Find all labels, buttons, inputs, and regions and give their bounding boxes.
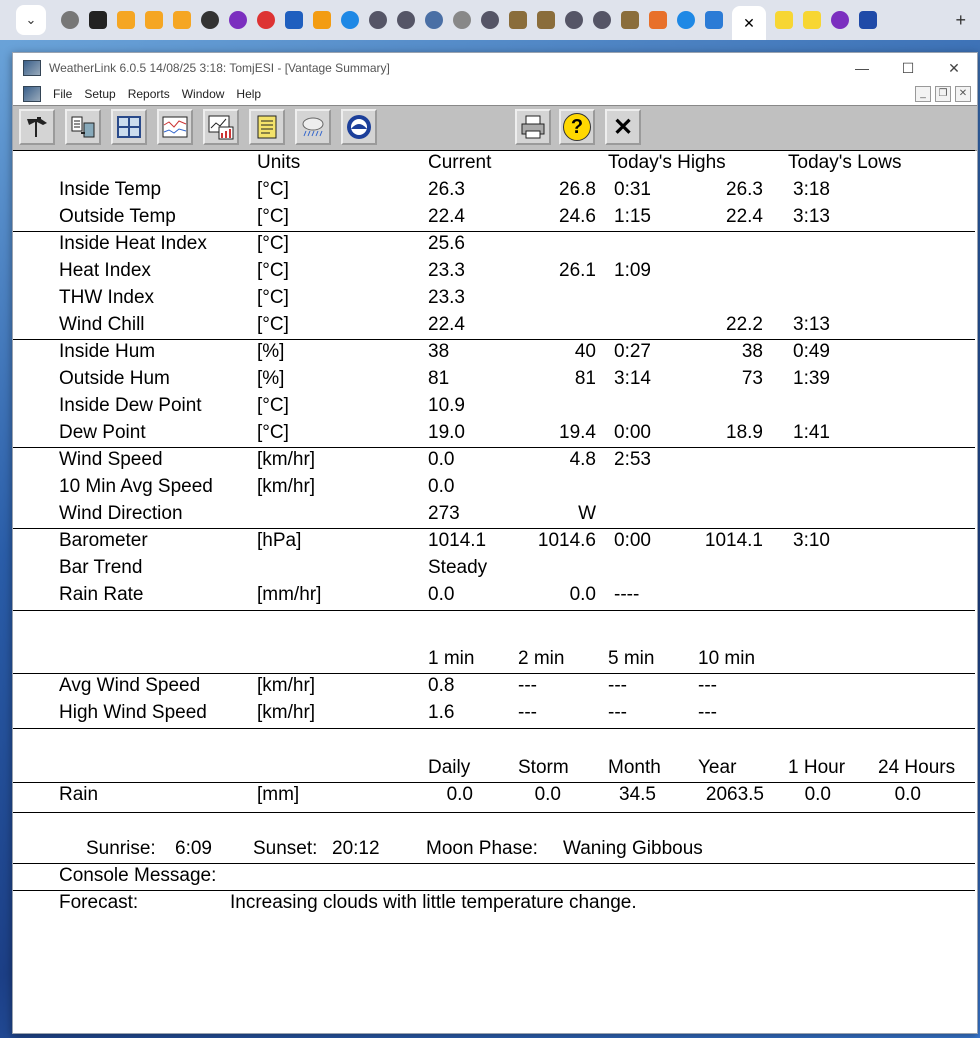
row-high: 26.8 — [559, 179, 596, 200]
tab-favicon[interactable] — [831, 11, 849, 29]
row-high-time: 2:53 — [614, 449, 651, 470]
tab-favicon[interactable] — [593, 11, 611, 29]
wind-avg-header: 2 min — [518, 648, 565, 669]
wind-avg-header: 1 min — [428, 648, 475, 669]
section-divider — [13, 812, 975, 813]
row-low-time: 3:13 — [793, 314, 830, 335]
menu-window[interactable]: Window — [181, 87, 225, 101]
wind-avg-value: --- — [608, 702, 627, 723]
document-icon[interactable] — [23, 86, 41, 102]
tab-favicon[interactable] — [803, 11, 821, 29]
row-current: 38 — [428, 341, 450, 362]
rain-label: Rain — [59, 784, 99, 805]
row-current: Steady — [428, 557, 488, 578]
row-low-time: 3:13 — [793, 206, 830, 227]
weather-cloud-icon[interactable] — [295, 109, 331, 145]
tab-favicon[interactable] — [285, 11, 303, 29]
tab-favicon[interactable] — [313, 11, 331, 29]
row-label: Heat Index — [59, 260, 151, 281]
row-low: 38 — [741, 341, 763, 362]
maximize-icon[interactable]: ☐ — [901, 59, 915, 76]
wind-avg-header: 5 min — [608, 648, 655, 669]
row-high-time: 1:15 — [614, 206, 651, 227]
row-label: THW Index — [59, 287, 155, 308]
row-label: Outside Temp — [59, 206, 176, 227]
help-icon[interactable] — [559, 109, 595, 145]
row-high: 26.1 — [559, 260, 596, 281]
rain-value: 0.0 — [446, 784, 473, 805]
row-high: 1014.6 — [537, 530, 596, 551]
row-high: 81 — [574, 368, 596, 389]
wind-avg-label: Avg Wind Speed — [59, 675, 201, 696]
section-divider — [13, 728, 975, 729]
row-units: [%] — [257, 368, 285, 389]
tab-favicon[interactable] — [649, 11, 667, 29]
tab-favicon[interactable] — [341, 11, 359, 29]
wind-avg-units: [km/hr] — [257, 702, 316, 723]
rain-header: Daily — [428, 757, 471, 778]
rain-value: 34.5 — [619, 784, 656, 805]
forecast-label: Forecast: — [59, 892, 139, 913]
print-icon[interactable] — [515, 109, 551, 145]
row-label: Wind Speed — [59, 449, 163, 470]
row-units: [%] — [257, 341, 285, 362]
section-divider — [13, 231, 975, 232]
rain-header: Storm — [518, 757, 569, 778]
row-units: [°C] — [257, 233, 289, 254]
row-high-time: 0:00 — [614, 422, 651, 443]
section-divider — [13, 339, 975, 340]
search-icon[interactable] — [677, 11, 695, 29]
row-low-time: 3:10 — [793, 530, 830, 551]
wind-avg-value: 0.8 — [428, 675, 455, 696]
moon-phase: Waning Gibbous — [563, 838, 703, 859]
header-units: Units — [257, 152, 301, 173]
row-current: 0.0 — [428, 449, 455, 470]
row-high: 4.8 — [569, 449, 596, 470]
section-divider — [13, 673, 975, 674]
row-label: Dew Point — [59, 422, 146, 443]
tab-favicon[interactable] — [859, 11, 877, 29]
browser-tab-strip — [0, 0, 980, 40]
row-current: 25.6 — [428, 233, 465, 254]
row-high: W — [578, 503, 596, 524]
row-label: Inside Dew Point — [59, 395, 202, 416]
row-current: 10.9 — [428, 395, 465, 416]
row-low-time: 1:39 — [793, 368, 830, 389]
row-low: 73 — [741, 368, 763, 389]
minimize-icon[interactable]: — — [855, 60, 869, 76]
rain-value: 0.0 — [894, 784, 921, 805]
tab-favicon[interactable] — [481, 11, 499, 29]
sunrise-time: 6:09 — [175, 838, 212, 859]
row-low: 22.2 — [726, 314, 763, 335]
station-icon[interactable] — [19, 109, 55, 145]
menu-bar — [13, 83, 977, 105]
globe-icon[interactable] — [61, 11, 79, 29]
tab-favicon[interactable] — [775, 11, 793, 29]
sunrise-label: Sunrise: — [86, 838, 156, 859]
tab-favicon[interactable] — [145, 11, 163, 29]
row-current: 23.3 — [428, 260, 465, 281]
toolbar — [13, 105, 977, 151]
menu-help[interactable]: Help — [236, 87, 262, 101]
row-current: 19.0 — [428, 422, 465, 443]
row-units: [km/hr] — [257, 449, 316, 470]
row-high-time: 1:09 — [614, 260, 651, 281]
wind-avg-label: High Wind Speed — [59, 702, 207, 723]
row-high-time: ---- — [614, 584, 640, 605]
app-icon — [23, 60, 41, 76]
row-current: 22.4 — [428, 206, 465, 227]
vantage-summary — [13, 150, 975, 1032]
row-units: [°C] — [257, 422, 289, 443]
row-low-time: 1:41 — [793, 422, 830, 443]
tab-list-button[interactable]: ⌄ — [16, 5, 46, 35]
rain-header: 1 Hour — [788, 757, 846, 778]
new-tab-button[interactable]: + — [955, 9, 966, 30]
row-current: 26.3 — [428, 179, 465, 200]
row-high: 24.6 — [559, 206, 596, 227]
row-label: Inside Hum — [59, 341, 156, 362]
section-divider — [13, 782, 975, 783]
mdi-restore-icon[interactable]: ❐ — [935, 86, 951, 102]
row-current: 0.0 — [428, 476, 455, 497]
tab-favicon[interactable] — [425, 11, 443, 29]
row-high-time: 0:27 — [614, 341, 651, 362]
rain-value: 0.0 — [534, 784, 561, 805]
rain-header: 24 Hours — [878, 757, 956, 778]
tab-favicon[interactable] — [705, 11, 723, 29]
tab-favicon[interactable] — [397, 11, 415, 29]
section-divider — [13, 610, 975, 611]
forecast-text: Increasing clouds with little temperature change. — [230, 892, 637, 913]
row-low-time: 3:18 — [793, 179, 830, 200]
window-title: WeatherLink 6.0.5 14/08/25 3:18: TomjESI - [Vantage Summary] — [49, 61, 390, 75]
help-symbol: ? — [563, 113, 591, 141]
row-label: Barometer — [59, 530, 148, 551]
row-label: Bar Trend — [59, 557, 143, 578]
tab-favicon[interactable] — [537, 11, 555, 29]
bulletin-icon[interactable] — [111, 109, 147, 145]
tab-favicon[interactable] — [565, 11, 583, 29]
weatherlink-window — [12, 52, 978, 1034]
download-icon[interactable] — [65, 109, 101, 145]
tab-favicon[interactable] — [257, 11, 275, 29]
wind-avg-value: --- — [698, 702, 717, 723]
header-lows: Today's Lows — [788, 152, 902, 173]
strip-chart-icon[interactable] — [157, 109, 193, 145]
close-tab-icon[interactable]: ✕ — [732, 6, 766, 40]
menu-reports[interactable]: Reports — [127, 87, 170, 101]
row-high-time: 3:14 — [614, 368, 651, 389]
wind-avg-value: --- — [608, 675, 627, 696]
tab-favicon[interactable] — [229, 11, 247, 29]
row-current: 81 — [428, 368, 450, 389]
close-window-icon[interactable]: ✕ — [948, 59, 960, 76]
row-current: 1014.1 — [428, 530, 487, 551]
row-high: 40 — [574, 341, 596, 362]
row-units: [°C] — [257, 206, 289, 227]
row-units: [km/hr] — [257, 476, 316, 497]
row-low-time: 0:49 — [793, 341, 830, 362]
console-message-label: Console Message: — [59, 865, 217, 886]
row-current: 22.4 — [428, 314, 465, 335]
section-divider — [13, 863, 975, 864]
wind-avg-value: --- — [518, 702, 537, 723]
mdi-minimize-icon[interactable]: _ — [915, 86, 931, 102]
wind-avg-header: 10 min — [698, 648, 756, 669]
tab-favicon[interactable] — [201, 11, 219, 29]
row-low: 1014.1 — [704, 530, 763, 551]
tab-favicon[interactable] — [621, 11, 639, 29]
sunset-label: Sunset: — [253, 838, 318, 859]
row-current: 273 — [428, 503, 460, 524]
row-label: Inside Temp — [59, 179, 162, 200]
section-divider — [13, 890, 975, 891]
row-units: [°C] — [257, 287, 289, 308]
mdi-close-icon[interactable]: ✕ — [955, 86, 971, 102]
row-label: Rain Rate — [59, 584, 144, 605]
noaa-icon[interactable] — [341, 109, 377, 145]
header-highs: Today's Highs — [608, 152, 726, 173]
tab-favicon[interactable] — [117, 11, 135, 29]
row-units: [hPa] — [257, 530, 302, 551]
notes-icon[interactable] — [249, 109, 285, 145]
tab-favicon[interactable] — [89, 11, 107, 29]
rain-header: Month — [608, 757, 661, 778]
tab-favicon[interactable] — [453, 11, 471, 29]
tab-favicon[interactable] — [509, 11, 527, 29]
header-top-divider — [13, 150, 975, 151]
rain-units: [mm] — [257, 784, 300, 805]
row-label: Inside Heat Index — [59, 233, 207, 254]
row-label: Outside Hum — [59, 368, 170, 389]
row-units: [°C] — [257, 179, 289, 200]
tab-favicon[interactable] — [369, 11, 387, 29]
row-units: [°C] — [257, 314, 289, 335]
graph-icon[interactable] — [203, 109, 239, 145]
wind-avg-value: --- — [698, 675, 717, 696]
row-high: 0.0 — [569, 584, 596, 605]
row-low: 26.3 — [726, 179, 763, 200]
row-low: 22.4 — [726, 206, 763, 227]
section-divider — [13, 528, 975, 529]
row-high: 19.4 — [559, 422, 596, 443]
row-high-time: 0:31 — [614, 179, 651, 200]
wind-avg-units: [km/hr] — [257, 675, 316, 696]
row-high-time: 0:00 — [614, 530, 651, 551]
close-icon[interactable]: ✕ — [605, 109, 641, 145]
moon-phase-label: Moon Phase: — [426, 838, 538, 859]
title-bar — [13, 53, 977, 83]
tab-favicon[interactable] — [173, 11, 191, 29]
rain-header: Year — [698, 757, 737, 778]
row-label: 10 Min Avg Speed — [59, 476, 213, 497]
row-low: 18.9 — [726, 422, 763, 443]
wind-avg-value: 1.6 — [428, 702, 455, 723]
row-units: [°C] — [257, 395, 289, 416]
rain-value: 0.0 — [804, 784, 831, 805]
section-divider — [13, 447, 975, 448]
row-units: [°C] — [257, 260, 289, 281]
sunset-time: 20:12 — [332, 838, 380, 859]
row-current: 0.0 — [428, 584, 455, 605]
row-label: Wind Direction — [59, 503, 183, 524]
rain-value: 2063.5 — [705, 784, 764, 805]
row-units: [mm/hr] — [257, 584, 322, 605]
header-current: Current — [428, 152, 492, 173]
row-label: Wind Chill — [59, 314, 145, 335]
wind-avg-value: --- — [518, 675, 537, 696]
row-current: 23.3 — [428, 287, 465, 308]
mdi-controls — [915, 86, 971, 102]
menu-file[interactable]: File — [53, 87, 73, 101]
menu-setup[interactable]: Setup — [84, 87, 116, 101]
